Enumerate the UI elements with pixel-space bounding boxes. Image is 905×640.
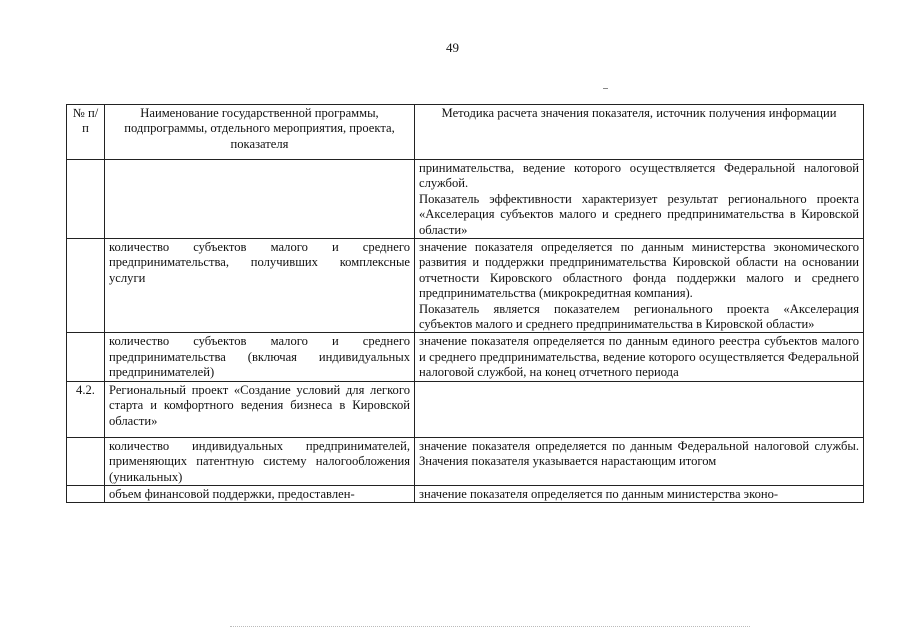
header-name: Наименование государственной программы, подпрограммы, отдельного мероприятия, проекта, показателя (105, 105, 415, 160)
scan-edge (230, 626, 750, 628)
method-paragraph: Показатель эффективности характеризует результат регионального проекта «Акселерация субъектов малого и среднего предпринимательства в Кировской области» (419, 191, 859, 237)
row-name: объем финансовой поддержки, предоставлен- (105, 485, 415, 502)
row-method (415, 381, 864, 437)
row-num (67, 160, 105, 239)
row-method (415, 437, 864, 485)
table-row (67, 239, 864, 333)
method-paragraph: Показатель является показателем регионального проекта «Акселерация субъектов малого и среднего предпринимательства в Кировской области» (419, 301, 859, 332)
row-name: Региональный проект «Создание условий для легкого старта и комфортного ведения бизнеса в Кировской области» (105, 381, 415, 437)
row-name: количество субъектов малого и среднего предпринимательства, получивших комплексные услуги (105, 239, 415, 333)
table-row (67, 485, 864, 502)
row-method (415, 160, 864, 239)
method-paragraph: значение показателя определяется по данным Федеральной налоговой службы. Значения показателя указывается нарастающим итогом (419, 438, 859, 469)
method-paragraph: значение показателя определяется по данным министерства экономического развития и поддержки предпринимательства Кировской области на основании отчетности Кировского областного фонда поддержки малого и среднего предпринимательства (микрокредитная компания). (419, 240, 859, 301)
row-method (415, 485, 864, 502)
method-paragraph: значение показателя определяется по данным министерства эконо- (419, 486, 779, 501)
method-paragraph: принимательства, ведение которого осуществляется Федеральной налоговой службой. (419, 161, 859, 191)
row-num (67, 437, 105, 485)
page-number: 49 (446, 40, 459, 55)
table-row (67, 437, 864, 485)
header-method: Методика расчета значения показателя, источник получения информации (415, 105, 864, 160)
table-row (67, 333, 864, 381)
row-num: 4.2. (67, 381, 105, 437)
row-num (67, 333, 105, 381)
row-name (105, 160, 415, 239)
header-num: № п/п (67, 105, 105, 160)
table-header-row (67, 105, 864, 160)
indicator-table (66, 104, 864, 503)
scan-mark (603, 88, 608, 89)
table-row (67, 160, 864, 239)
row-method (415, 333, 864, 381)
row-num (67, 485, 105, 502)
row-num (67, 239, 105, 333)
row-name: количество субъектов малого и среднего предпринимательства (включая индивидуальных предпринимателей) (105, 333, 415, 381)
method-paragraph: значение показателя определяется по данным единого реестра субъектов малого и среднего предпринимательства, ведение которого осуществляется Федеральной налоговой службой, на конец отчетного периода (419, 334, 859, 380)
table-row-project (67, 381, 864, 437)
row-method (415, 239, 864, 333)
row-name: количество индивидуальных предпринимателей, применяющих патентную систему налогообложения (уникальных) (105, 437, 415, 485)
